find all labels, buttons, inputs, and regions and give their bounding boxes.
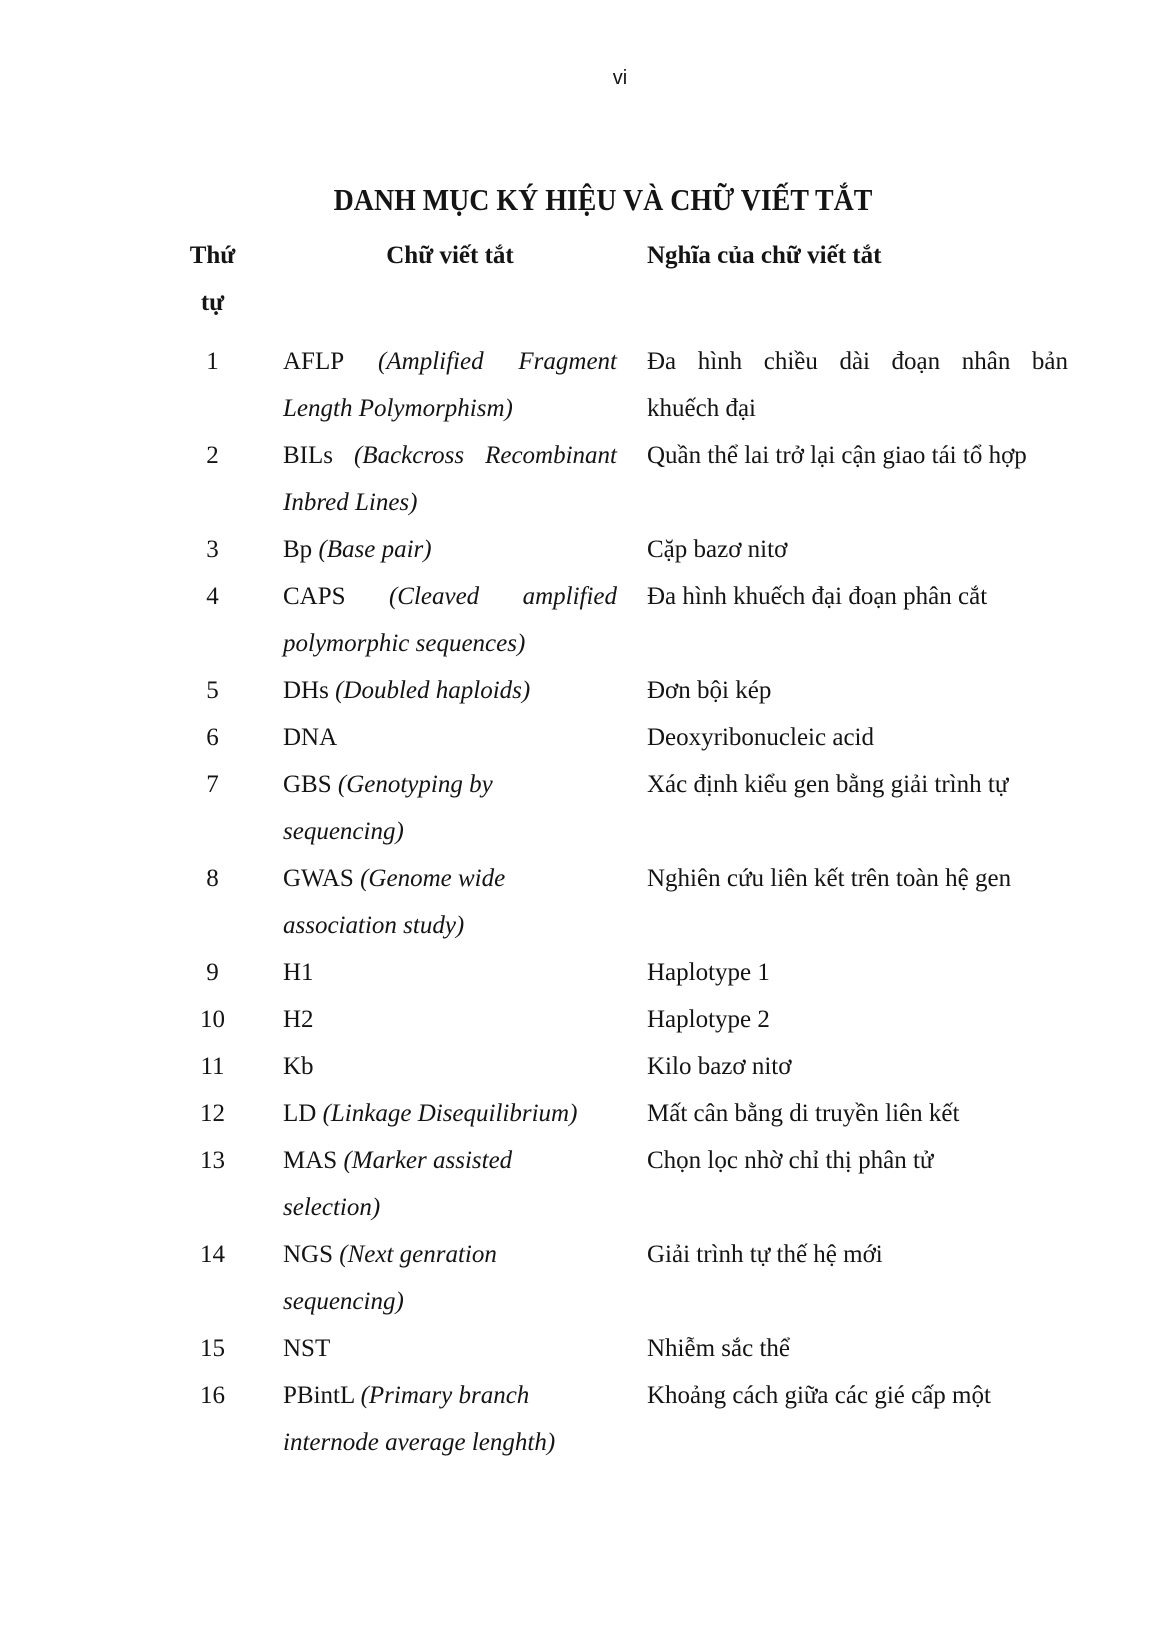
meaning-cell <box>617 714 1068 761</box>
meaning-line: khuếch đại <box>647 395 756 422</box>
abbr-expansion: (Primary branch <box>360 1382 530 1409</box>
abbreviation-line <box>283 1090 617 1137</box>
meaning-cell <box>617 573 1068 620</box>
row-number: 8 <box>206 865 219 892</box>
table-row <box>175 573 1068 667</box>
abbreviation-line <box>283 855 617 902</box>
abbr-code: GBS <box>283 771 332 798</box>
abbreviation-line <box>283 1184 617 1231</box>
abbreviation-cell <box>250 1372 617 1466</box>
meaning-line: Đa hình khuếch đại đoạn phân cắt <box>647 583 988 610</box>
abbreviation-line <box>283 432 617 479</box>
header-abbreviation: Chữ viết tắt <box>386 242 514 269</box>
meaning-line: Chọn lọc nhờ chỉ thị phân tử <box>647 1147 934 1174</box>
meaning-cell <box>617 1325 1068 1372</box>
abbr-code: LD <box>283 1100 317 1127</box>
abbr-code: DNA <box>283 724 338 751</box>
abbreviation-line <box>283 338 617 385</box>
abbreviation-cell <box>250 1043 617 1090</box>
abbr-code: Kb <box>283 1053 314 1080</box>
header-meaning: Nghĩa của chữ viết tắt <box>647 242 882 269</box>
row-number: 12 <box>200 1100 225 1127</box>
row-number: 5 <box>206 677 219 704</box>
table-row <box>175 1043 1068 1090</box>
abbreviation-cell <box>250 996 617 1043</box>
abbreviation-line <box>283 949 617 996</box>
abbr-expansion: (Marker assisted <box>343 1147 513 1174</box>
table-row <box>175 526 1068 573</box>
abbreviation-line <box>283 1137 617 1184</box>
meaning-line: Haplotype 1 <box>647 959 770 986</box>
meaning-line: Cặp bazơ nitơ <box>647 536 788 563</box>
abbreviation-cell <box>250 1090 617 1137</box>
abbreviation-line <box>283 1278 617 1325</box>
abbr-expansion: (Cleaved amplified <box>388 583 617 610</box>
meaning-cell <box>617 949 1068 996</box>
abbr-expansion: (Doubled haploids) <box>335 677 531 704</box>
meaning-line: Haplotype 2 <box>647 1006 770 1033</box>
abbr-expansion: sequencing) <box>283 818 404 845</box>
abbr-expansion: (Next genration <box>339 1241 497 1268</box>
row-number: 1 <box>206 348 219 375</box>
row-number: 3 <box>206 536 219 563</box>
abbr-code: GWAS <box>283 865 354 892</box>
table-row <box>175 432 1068 526</box>
abbreviation-line <box>283 996 617 1043</box>
table-row <box>175 667 1068 714</box>
abbr-expansion: Length Polymorphism) <box>283 395 513 422</box>
abbr-expansion: internode average lenghth) <box>283 1429 556 1456</box>
row-number: 13 <box>200 1147 225 1174</box>
table-row <box>175 1325 1068 1372</box>
abbr-code: Bp <box>283 536 313 563</box>
abbreviation-line <box>283 808 617 855</box>
table-row <box>175 1137 1068 1231</box>
meaning-cell <box>617 1090 1068 1137</box>
abbreviation-line <box>283 479 617 526</box>
abbreviation-line <box>283 1419 617 1466</box>
meaning-cell <box>617 761 1068 808</box>
meaning-line: Nhiễm sắc thể <box>647 1335 791 1362</box>
abbr-code: NST <box>283 1335 331 1362</box>
abbreviation-cell <box>250 761 617 855</box>
table-header-row <box>175 232 1068 326</box>
meaning-cell <box>617 855 1068 902</box>
meaning-line: Nghiên cứu liên kết trên toàn hệ gen <box>647 865 1012 892</box>
meaning-line: Đa hình chiều dài đoạn nhân bản <box>647 348 1068 375</box>
abbreviation-cell <box>250 1325 617 1372</box>
table-row <box>175 996 1068 1043</box>
abbreviation-cell <box>250 667 617 714</box>
meaning-cell <box>617 996 1068 1043</box>
row-number: 9 <box>206 959 219 986</box>
table-row <box>175 714 1068 761</box>
table-row <box>175 1372 1068 1466</box>
abbr-code: DHs <box>283 677 329 704</box>
row-number: 2 <box>206 442 219 469</box>
abbr-code: PBintL <box>283 1382 355 1409</box>
abbreviation-cell <box>250 714 617 761</box>
meaning-cell <box>617 667 1068 714</box>
abbreviation-line <box>283 526 617 573</box>
abbreviations-table <box>175 232 1068 1466</box>
meaning-cell <box>617 1372 1068 1419</box>
abbr-expansion: Inbred Lines) <box>283 489 418 516</box>
abbreviation-cell <box>250 1137 617 1231</box>
abbr-code: MAS <box>283 1147 338 1174</box>
abbreviation-line <box>283 573 617 620</box>
row-number: 6 <box>206 724 219 751</box>
meaning-cell <box>617 1231 1068 1278</box>
abbr-code: NGS <box>283 1241 334 1268</box>
meaning-line: Đơn bội kép <box>647 677 772 704</box>
abbr-expansion: polymorphic sequences) <box>283 630 526 657</box>
meaning-cell <box>617 338 1068 432</box>
abbr-expansion: (Genotyping by <box>337 771 493 798</box>
abbreviation-cell <box>250 573 617 667</box>
abbr-code: AFLP <box>283 348 344 375</box>
abbreviation-line <box>283 1372 617 1419</box>
abbr-code: H1 <box>283 959 314 986</box>
meaning-line: Giải trình tự thế hệ mới <box>647 1241 883 1268</box>
page-number: vi <box>612 67 628 89</box>
abbreviation-line <box>283 667 617 714</box>
meaning-cell <box>617 526 1068 573</box>
row-number: 7 <box>206 771 219 798</box>
row-number: 15 <box>200 1335 225 1362</box>
table-row <box>175 1090 1068 1137</box>
abbreviation-cell <box>250 526 617 573</box>
meaning-line: Khoảng cách giữa các gié cấp một <box>647 1382 991 1409</box>
table-row <box>175 1231 1068 1325</box>
abbr-expansion: selection) <box>283 1194 381 1221</box>
page-title: DANH MỤC KÝ HIỆU VÀ CHỮ VIẾT TẮT <box>333 182 873 217</box>
abbreviation-cell <box>250 855 617 949</box>
header-index: Thứ tự <box>189 242 236 316</box>
meaning-line: Deoxyribonucleic acid <box>647 724 874 751</box>
row-number: 10 <box>200 1006 225 1033</box>
meaning-line: Mất cân bằng di truyền liên kết <box>647 1100 960 1127</box>
meaning-line: Xác định kiểu gen bằng giải trình tự <box>647 771 1009 798</box>
abbreviation-cell <box>250 432 617 526</box>
abbreviation-line <box>283 385 617 432</box>
abbr-expansion: association study) <box>283 912 465 939</box>
meaning-cell <box>617 432 1068 479</box>
abbr-code: BILs <box>283 442 333 469</box>
abbreviation-line <box>283 620 617 667</box>
row-number: 11 <box>200 1053 225 1080</box>
abbreviation-line <box>283 1231 617 1278</box>
table-row <box>175 338 1068 432</box>
abbreviation-line <box>283 1325 617 1372</box>
abbr-expansion: (Genome wide <box>360 865 506 892</box>
table-row <box>175 949 1068 996</box>
abbreviation-line <box>283 1043 617 1090</box>
abbreviation-cell <box>250 338 617 432</box>
row-number: 16 <box>200 1382 225 1409</box>
abbr-expansion: (Linkage Disequilibrium) <box>322 1100 578 1127</box>
table-row <box>175 761 1068 855</box>
meaning-cell <box>617 1043 1068 1090</box>
abbr-expansion: (Amplified Fragment <box>378 348 617 375</box>
abbr-expansion: (Base pair) <box>318 536 432 563</box>
meaning-line: Quần thể lai trở lại cận giao tái tổ hợp <box>647 442 1027 469</box>
table-body <box>175 338 1068 1466</box>
abbr-expansion: sequencing) <box>283 1288 404 1315</box>
abbr-code: H2 <box>283 1006 314 1033</box>
abbreviation-line <box>283 902 617 949</box>
abbr-expansion: (Backcross Recombinant <box>353 442 617 469</box>
meaning-line: Kilo bazơ nitơ <box>647 1053 792 1080</box>
abbreviation-line <box>283 714 617 761</box>
table-row <box>175 855 1068 949</box>
abbr-code: CAPS <box>283 583 346 610</box>
meaning-cell <box>617 1137 1068 1184</box>
abbreviation-cell <box>250 949 617 996</box>
abbreviation-line <box>283 761 617 808</box>
row-number: 14 <box>200 1241 225 1268</box>
row-number: 4 <box>206 583 219 610</box>
abbreviation-cell <box>250 1231 617 1325</box>
